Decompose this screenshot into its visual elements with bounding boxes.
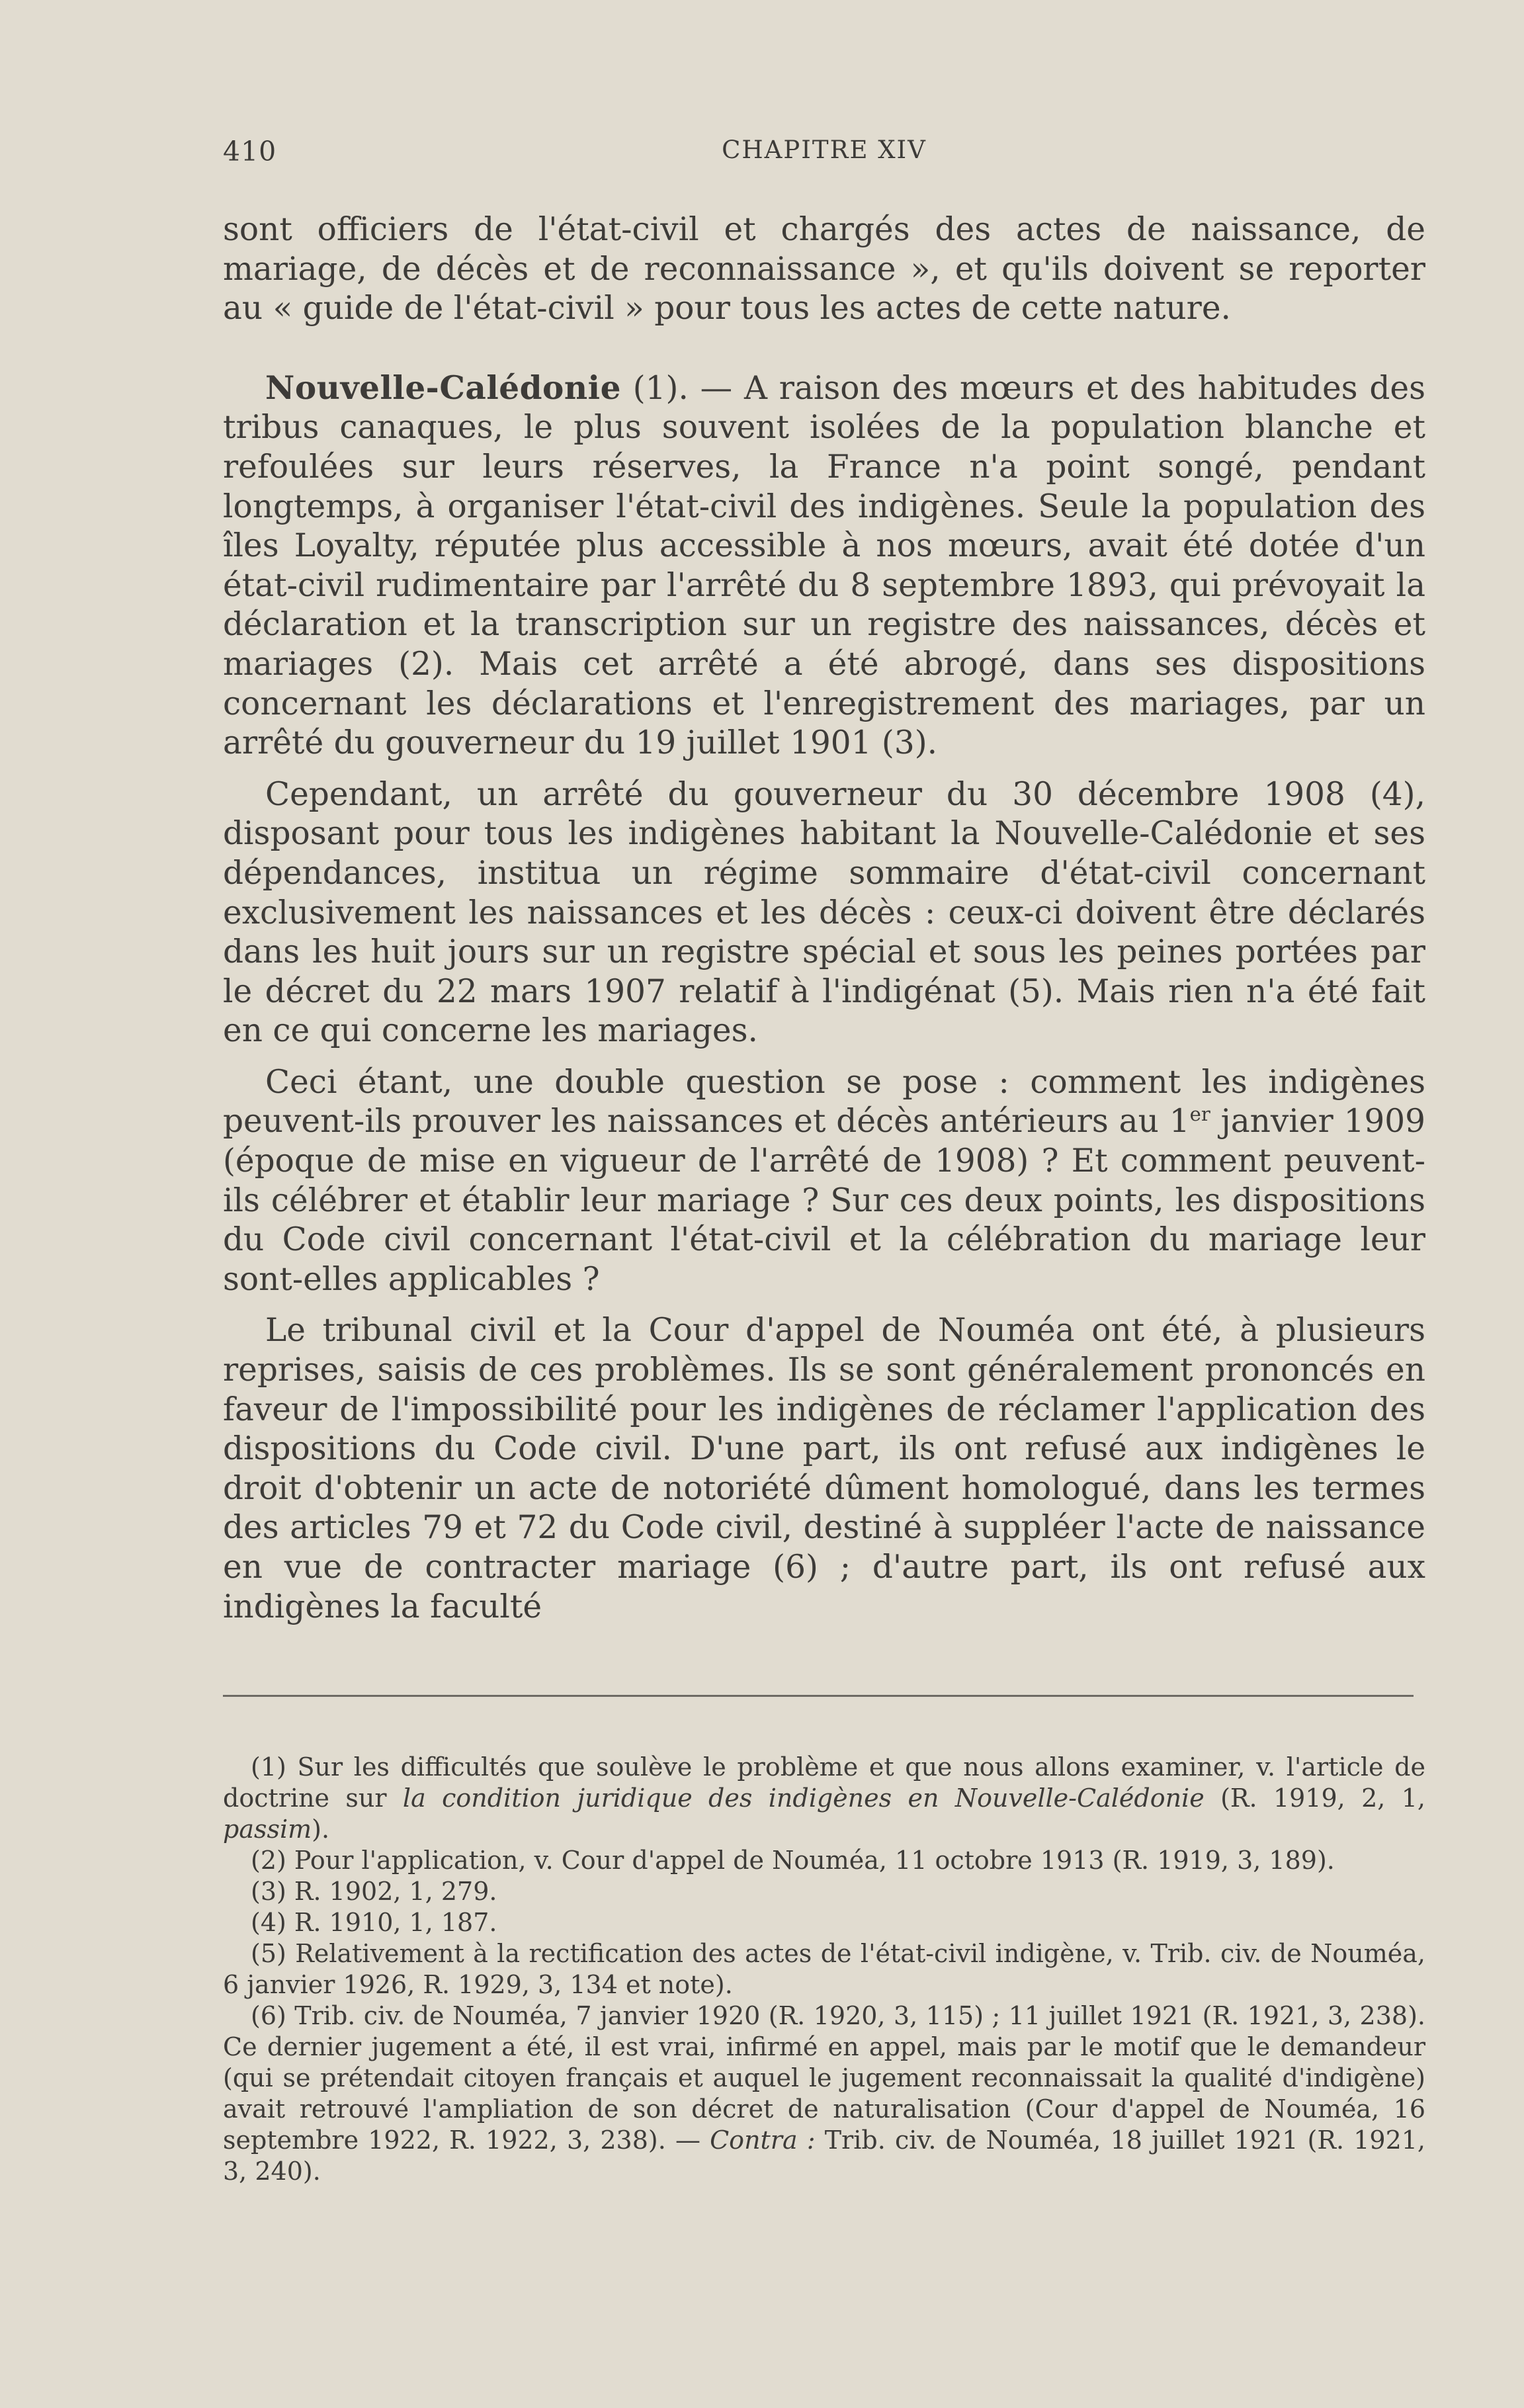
paragraph-4-text-b: janvier 1909 (époque de mise en vigueur de l'arrêté de 1908) ? Et comment peuvent-ils célébrer et établir leur mariage ? Sur ces deux points, les dispositions du Code civil concernant l'état-civil et la célébration du mariage leur sont-elles applicables ? bbox=[223, 1103, 1425, 1298]
footnote-1-text-c: ). bbox=[312, 1815, 330, 1844]
footnote-1 bbox=[223, 1752, 1425, 1845]
footnote-separator bbox=[223, 1695, 1414, 1697]
chapter-title: CHAPITRE XIV bbox=[722, 136, 927, 164]
footnote-1-title: la condition juridique des indigènes en Nouvelle-Calédonie bbox=[402, 1784, 1205, 1813]
paragraph-3: Cependant, un arrêté du gouverneur du 30 décembre 1908 (4), disposant pour tous les indigènes habitant la Nouvelle-Calédonie et ses dépendances, institua un régime sommaire d'état-civil concernant exclusivement les naissances et les décès : ceux-ci doivent être déclarés dans les huit jours sur un registre spécial et sous les peines portées par le décret du 22 mars 1907 relatif à l'indigénat (5). Mais rien n'a été fait en ce qui concerne les mariages. bbox=[223, 775, 1425, 1050]
footnote-1-text-b: (R. 1919, 2, 1, bbox=[1204, 1784, 1425, 1813]
footnote-2: (2) Pour l'application, v. Cour d'appel de Nouméa, 11 octobre 1913 (R. 1919, 3, 189). bbox=[251, 1846, 1335, 1875]
section-title: Nouvelle-Calédonie bbox=[265, 368, 621, 407]
paragraph-1: sont officiers de l'état-civil et chargés des actes de naissance, de mariage, de décès et de reconnaissance », et qu'ils doivent se reporter au « guide de l'état-civil » pour tous les actes de cette nature. bbox=[223, 211, 1425, 327]
footnote-5: (5) Relativement à la rectification des actes de l'état-civil indigène, v. Trib. civ. de Nouméa, 6 janvier 1926, R. 1929, 3, 134 et note). bbox=[223, 1939, 1425, 1999]
main-text bbox=[223, 210, 1425, 1627]
footnote-3: (3) R. 1902, 1, 279. bbox=[251, 1877, 497, 1906]
paragraph-2-text: (1). — A raison des mœurs et des habitudes des tribus canaques, le plus souvent isolées de la population blanche et refoulées sur leurs réserves, la France n'a point songé, pendant longtemps, à organiser l'état-civil des indigènes. Seule la population des îles Loyalty, réputée plus accessible à nos mœurs, avait été dotée d'un état-civil rudimentaire par l'arrêté du 8 septembre 1893, qui prévoyait la déclaration et la transcription sur un registre des naissances, décès et mariages (2). Mais cet arrêté a été abrogé, dans ses dispositions concernant les déclarations et l'enregistrement des mariages, par un arrêté du gouverneur du 19 juillet 1901 (3). bbox=[223, 369, 1425, 762]
page-header bbox=[223, 136, 1425, 175]
paragraph-2 bbox=[223, 368, 1425, 763]
footnote-6-contra: Contra : bbox=[710, 2126, 816, 2155]
superscript-er: er bbox=[1189, 1103, 1210, 1126]
footnotes bbox=[223, 1752, 1425, 2187]
footnote-1-text-a: (1) Sur les difficultés que soulève le problème et que nous allons examiner, v. l'article de doctrine sur bbox=[223, 1752, 1425, 1813]
footnote-6-text-a: (6) Trib. civ. de Nouméa, 7 janvier 1920 (R. 1920, 3, 115) ; 11 juillet 1921 (R. 1921, 3, 238). Ce dernier jugement a été, il est vrai, infirmé en appel, mais par le motif que le demandeur (qui se prétendait citoyen français et auquel le jugement reconnaissait la qualité d'indigène) avait retrouvé l'ampliation de son décret de naturalisation (Cour d'appel de Nouméa, 16 septembre 1922, R. 1922, 3, 238). — bbox=[223, 2001, 1425, 2155]
footnote-6-text-b: Trib. civ. de Nouméa, 18 juillet 1921 (R. 1921, 3, 240). bbox=[223, 2126, 1426, 2186]
paragraph-4-text-a: Ceci étant, une double question se pose : comment les indigènes peuvent-ils prouver les naissances et décès antérieurs au 1 bbox=[223, 1063, 1425, 1140]
page-number: 410 bbox=[223, 136, 277, 167]
footnote-4: (4) R. 1910, 1, 187. bbox=[251, 1908, 497, 1937]
paragraph-5: Le tribunal civil et la Cour d'appel de Nouméa ont été, à plusieurs reprises, saisis de ces problèmes. Ils se sont généralement prononcés en faveur de l'impossibilité pour les indigènes de réclamer l'application des dispositions du Code civil. D'une part, ils ont refusé aux indigènes le droit d'obtenir un acte de notoriété dûment homologué, dans les termes des articles 79 et 72 du Code civil, destiné à suppléer l'acte de naissance en vue de contracter mariage (6) ; d'autre part, ils ont refusé aux indigènes la faculté bbox=[223, 1312, 1425, 1625]
paragraph-4 bbox=[223, 1063, 1425, 1300]
footnote-6 bbox=[223, 2000, 1425, 2187]
footnote-1-passim: passim bbox=[223, 1815, 312, 1844]
